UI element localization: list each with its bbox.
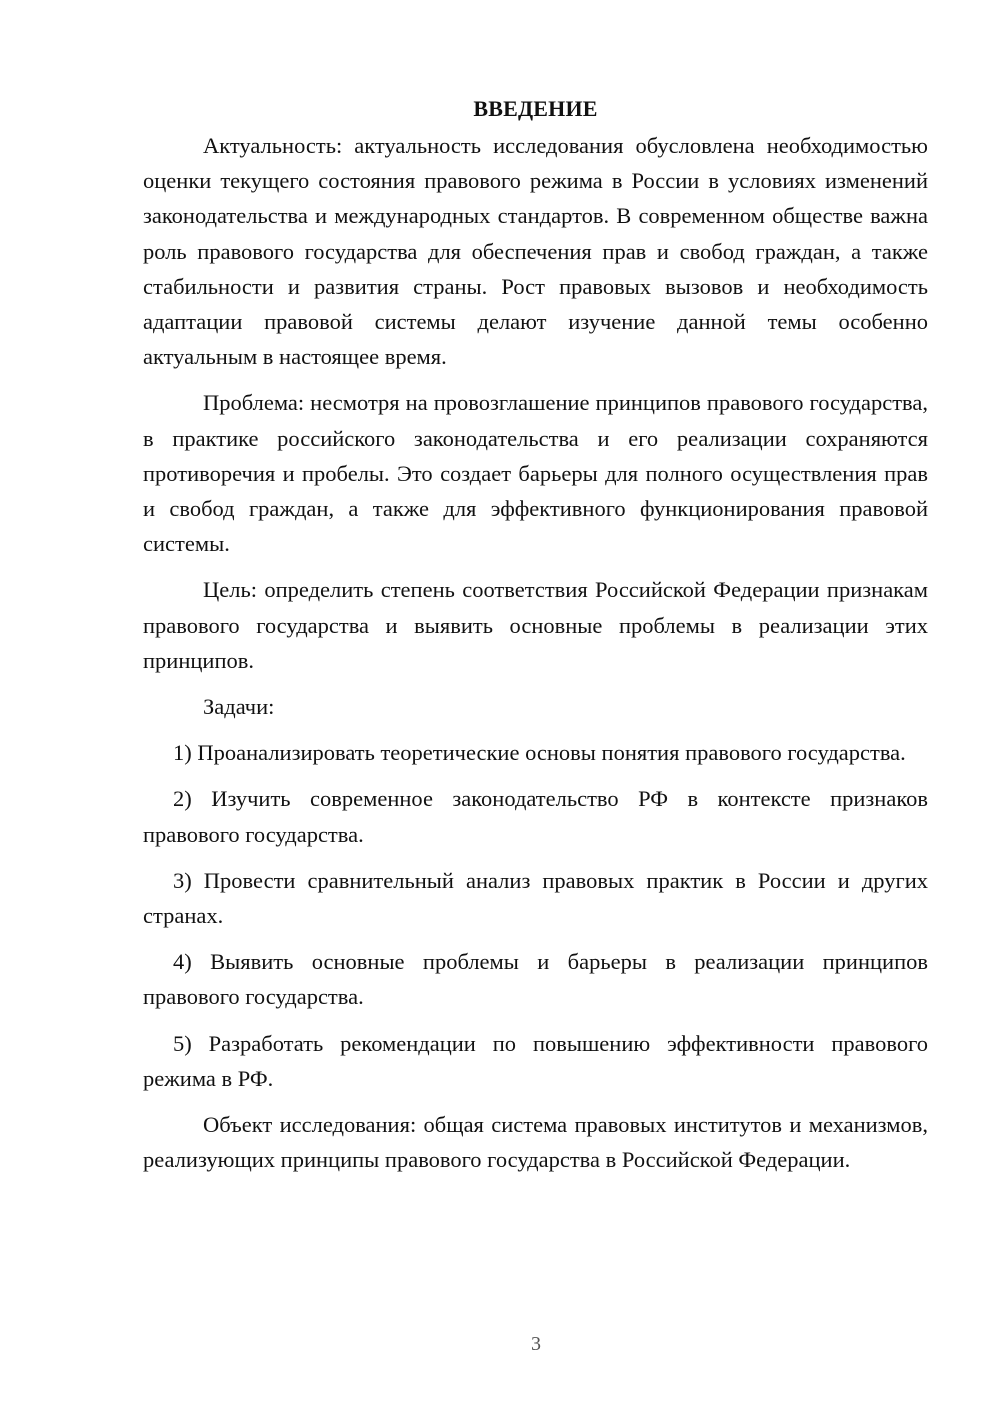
paragraph-object: Объект исследования: общая система правовых институтов и механизмов, реализующих принципы правового государства в Российской Федерации.	[143, 1112, 928, 1173]
tasks-heading: Задачи:	[203, 694, 275, 720]
task-item-5: 5) Разработать рекомендации по повышению эффективности правового режима в РФ.	[143, 1030, 928, 1091]
task-item-2: 2) Изучить современное законодательство РФ в контексте признаков правового государства.	[143, 786, 928, 847]
paragraph-relevance: Актуальность: актуальность исследования обусловлена необходимостью оценки текущего состояния правового режима в России в условиях изменений законодательства и международных стандартов. В современном обществе важна роль правового государства для обеспечения прав и свобод граждан, а также стабильности и развития страны. Рост правовых вызовов и необходимость адаптации правовой системы делают изучение данной темы особенно актуальным в настоящее время.	[143, 133, 928, 370]
paragraph-goal: Цель: определить степень соответствия Российской Федерации признакам правового государства и выявить основные проблемы в реализации этих принципов.	[143, 577, 928, 673]
task-item-3: 3) Провести сравнительный анализ правовых практик в России и других странах.	[143, 867, 928, 929]
paragraph-problem: Проблема: несмотря на провозглашение принципов правового государства, в практике российского законодательства и его реализации сохраняются противоречия и пробелы. Это создает барьеры для полного осуществления прав и свобод граждан, а также для эффективного функционирования правовой системы.	[143, 390, 928, 557]
task-item-4: 4) Выявить основные проблемы и барьеры в реализации принципов правового государства.	[143, 949, 928, 1010]
document-page	[143, 94, 928, 1177]
page-number: 3	[531, 1333, 541, 1355]
task-item-1: 1) Проанализировать теоретические основы понятия правового государства.	[173, 740, 906, 766]
section-title: ВВЕДЕНИЕ	[473, 96, 598, 121]
